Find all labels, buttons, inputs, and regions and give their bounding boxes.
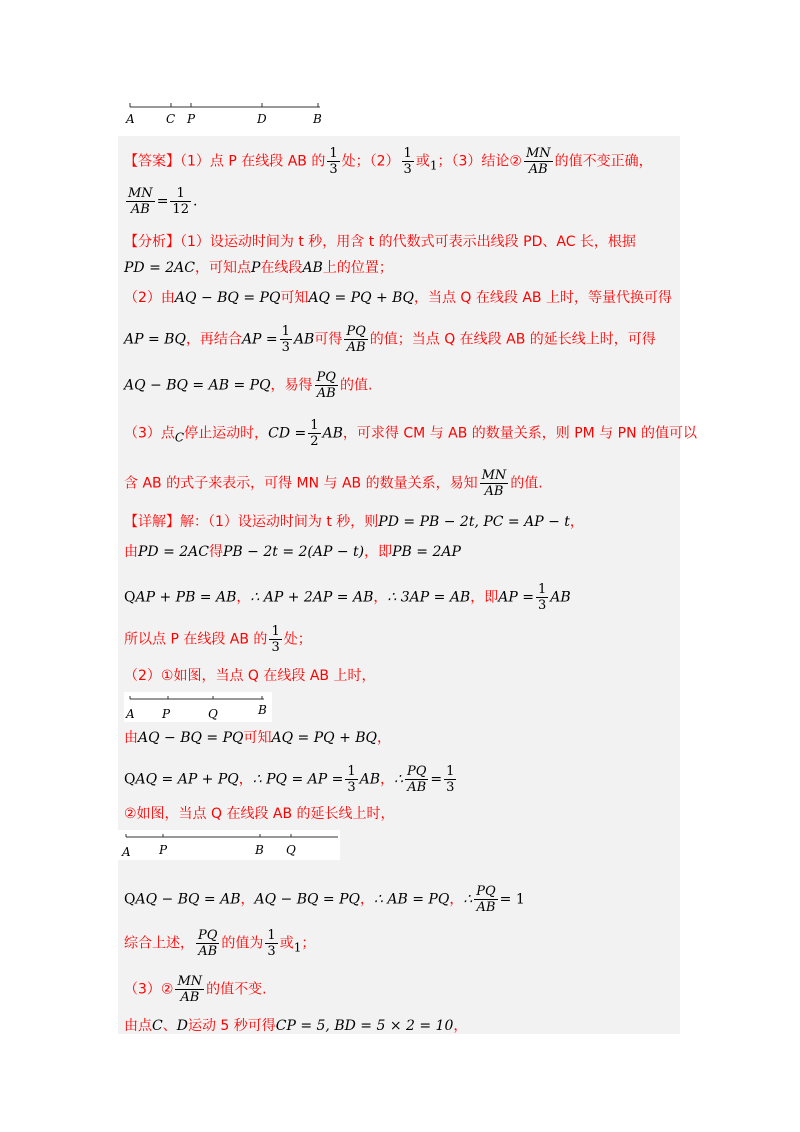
- because-symbol: Q: [124, 589, 136, 606]
- segment-label-q: Q: [208, 707, 218, 721]
- math-expr: AP + PB = AB: [135, 589, 237, 606]
- math-expr: AQ − BQ = AB = PQ: [124, 377, 271, 394]
- analysis-line-4: [124, 324, 656, 355]
- analysis-line-7: [124, 468, 543, 499]
- segment-label-p: P: [187, 112, 196, 126]
- math-expr: AP =: [498, 589, 534, 606]
- answer-tag: 【答案】: [124, 153, 180, 170]
- math-var: C: [174, 430, 185, 445]
- fraction: $\frac{1}{3}$: [329, 146, 338, 177]
- fraction: $\frac{1}{2}$: [310, 418, 319, 449]
- analysis-text: 停止运动时，: [184, 425, 269, 442]
- fraction: $\frac{PQ}{AB}$: [476, 884, 496, 915]
- separator: ，: [238, 771, 253, 788]
- equals: =: [430, 771, 443, 788]
- detail-text: 处；: [283, 631, 312, 648]
- detail-text: ，: [569, 514, 584, 530]
- because-symbol: Q: [124, 771, 136, 788]
- detail-text: 得: [209, 544, 224, 560]
- therefore-symbol: ∴: [394, 771, 403, 788]
- because-symbol: Q: [124, 891, 136, 908]
- analysis-text: ，可求得 CM 与 AB 的数量关系，则 PM 与 PN 的值可以: [342, 425, 697, 442]
- math-expr: = 1: [499, 891, 525, 908]
- detail-text: 可知: [243, 730, 272, 746]
- math-var: AB: [322, 425, 343, 442]
- answer-line-2: [124, 186, 197, 217]
- fraction: $\frac{MN}{AB}$: [177, 974, 203, 1005]
- math-expr: ∴ PQ = AP =: [252, 771, 344, 788]
- equals: =: [156, 193, 169, 210]
- detail-line-4: [124, 624, 312, 655]
- segment-label-b: B: [255, 843, 264, 857]
- fraction: $\frac{1}{3}$: [403, 146, 412, 177]
- period: .: [192, 193, 198, 210]
- math-number: 1: [293, 940, 302, 955]
- detail-text: 的值不变.: [206, 981, 267, 998]
- fraction: $\frac{1}{3}$: [267, 928, 276, 959]
- fraction: $\frac{1}{3}$: [446, 764, 455, 795]
- detail-tag: 【详解】: [124, 514, 180, 530]
- segment-label-d: D: [257, 112, 267, 126]
- segment-label-c: C: [166, 112, 176, 126]
- analysis-text: 的值.: [510, 475, 543, 492]
- fraction: $\frac{PQ}{AB}$: [406, 764, 427, 795]
- detail-text: 即: [484, 589, 499, 606]
- analysis-line-2: [124, 258, 393, 278]
- detail-text: （2）①如图，当点 Q 在线段 AB 上时，: [124, 668, 376, 684]
- analysis-text: ，再结合: [185, 331, 242, 348]
- fraction: $\frac{1}{3}$: [271, 624, 280, 655]
- segment-figure: [118, 830, 340, 860]
- fraction: $\frac{PQ}{AB}$: [316, 370, 336, 401]
- detail-text: 或: [279, 935, 294, 952]
- math-expr: ∴ AP + 2AP = AB: [250, 589, 374, 606]
- detail-line-11: [124, 974, 267, 1005]
- math-var: AB: [302, 260, 323, 276]
- segment-diagram-top: [124, 98, 324, 128]
- analysis-text: ，易得: [270, 377, 313, 394]
- detail-text: 由点: [124, 1018, 152, 1034]
- analysis-text: ，当点 Q 在线段 AB 上时，等量代换可得: [413, 290, 672, 306]
- math-expr: AQ − BQ = PQ: [138, 730, 244, 746]
- math-expr: AQ − BQ = PQ: [174, 290, 281, 306]
- segment-figure: [124, 98, 324, 128]
- analysis-text: 含 AB 的式子来表示，可得 MN 与 AB 的数量关系，易知: [124, 475, 478, 492]
- detail-line-1: [124, 512, 584, 532]
- detail-text: 解：（1）设运动时间为 t 秒，则: [180, 514, 379, 530]
- math-expr: PD = 2AC: [124, 260, 196, 276]
- detail-line-12: [124, 1016, 467, 1036]
- math-expr: PB = 2AP: [392, 544, 461, 560]
- separator: ，: [360, 891, 375, 908]
- math-expr: AQ = AP + PQ: [135, 771, 239, 788]
- analysis-text: 上的位置；: [322, 260, 393, 276]
- answer-or: 或: [415, 153, 430, 170]
- math-var: C: [152, 1018, 163, 1034]
- analysis-text: （2）由: [124, 290, 175, 306]
- math-expr: CP = 5, BD = 5 × 2 = 10: [275, 1018, 454, 1034]
- analysis-text: 可知: [280, 290, 309, 306]
- analysis-text: 的值.: [339, 377, 373, 394]
- analysis-text: 在线段: [260, 260, 303, 276]
- detail-text: 所以点 P 在线段 AB 的: [124, 631, 268, 648]
- detail-text: 由: [124, 544, 138, 560]
- math-var: AB: [550, 589, 571, 606]
- analysis-line-6: [124, 418, 697, 449]
- analysis-text: 可得: [314, 331, 343, 348]
- therefore-symbol: ∴: [463, 891, 473, 908]
- separator: ，: [470, 589, 485, 606]
- answer-one: 1: [429, 158, 438, 173]
- fraction: $\frac{1}{3}$: [281, 324, 290, 355]
- separator: ，: [373, 589, 388, 606]
- segment-label-a: A: [126, 707, 135, 721]
- detail-text: 由: [124, 730, 138, 746]
- math-expr: AQ − BQ = AB: [135, 891, 241, 908]
- math-var: D: [176, 1018, 188, 1034]
- answer-part1: （1）点 P 在线段 AB 的: [180, 153, 326, 170]
- math-expr: AP = BQ: [124, 331, 186, 348]
- analysis-text: 的值；当点 Q 在线段 AB 的延长线上时，可得: [369, 331, 656, 348]
- detail-line-6: [124, 728, 391, 748]
- detail-line-5: [124, 666, 375, 686]
- separator: 、: [162, 1018, 177, 1034]
- math-expr: CD =: [268, 425, 307, 442]
- detail-text: 综合上述，: [124, 935, 194, 952]
- segment-label-b: B: [313, 112, 322, 126]
- math-expr: AQ = PQ + BQ: [308, 290, 414, 306]
- separator: ，: [377, 730, 392, 746]
- segment-label-q: Q: [286, 843, 296, 857]
- analysis-text: （3）点: [124, 425, 175, 442]
- fraction: $\frac{MN}{AB}$: [128, 186, 153, 217]
- math-var: AB: [293, 331, 315, 348]
- detail-line-10: [124, 928, 315, 959]
- segment-label-p: P: [159, 843, 168, 857]
- math-expr: AP =: [241, 331, 278, 348]
- separator: ，: [380, 771, 395, 788]
- math-expr: ∴ AB = PQ: [374, 891, 450, 908]
- analysis-text: （1）设运动时间为 t 秒，用含 t 的代数式可表示出线段 PD、AC 长，根据: [180, 234, 636, 250]
- detail-line-3: [124, 582, 571, 613]
- fraction: $\frac{PQ}{AB}$: [198, 928, 218, 959]
- segment-label-a: A: [122, 845, 131, 859]
- analysis-text: ，可知点: [195, 260, 252, 276]
- fraction: $\frac{1}{3}$: [347, 764, 356, 795]
- math-expr: PB − 2t = 2(AP − t): [223, 544, 365, 560]
- fraction: $\frac{MN}{AB}$: [525, 146, 551, 177]
- fraction: $\frac{PQ}{AB}$: [346, 324, 366, 355]
- answer-part3-end: 的值不变正确，: [554, 153, 653, 170]
- analysis-line-3: [124, 288, 672, 308]
- detail-text: ，即: [364, 544, 393, 560]
- detail-text: ②如图，当点 Q 在线段 AB 的延长线上时，: [124, 806, 395, 822]
- fraction: $\frac{1}{12}$: [172, 186, 189, 217]
- detail-line-7: [124, 764, 458, 795]
- math-var: AB: [359, 771, 381, 788]
- separator: ；: [301, 935, 316, 952]
- separator: ，: [449, 891, 464, 908]
- fraction: $\frac{MN}{AB}$: [481, 468, 507, 499]
- detail-line-9: [124, 884, 525, 915]
- segment-figure: [124, 692, 272, 722]
- detail-text: （3）②: [124, 981, 174, 998]
- math-expr: AQ = PQ + BQ: [271, 730, 378, 746]
- separator: ，: [236, 589, 251, 606]
- answer-part1-end: 处；（2）: [341, 153, 400, 170]
- analysis-line-1: [124, 232, 636, 252]
- detail-text: 运动 5 秒可得: [187, 1018, 276, 1034]
- segment-diagram-q-inside: [124, 692, 272, 722]
- fraction: $\frac{1}{3}$: [537, 582, 547, 613]
- answer-part2-end: ；（3）结论②: [437, 153, 522, 170]
- detail-line-2: [124, 542, 461, 562]
- segment-label-a: A: [126, 112, 135, 126]
- segment-diagram-q-extension: [118, 830, 340, 860]
- math-expr: AQ − BQ = PQ: [254, 891, 361, 908]
- detail-text: 的值为: [221, 935, 264, 952]
- math-expr: ∴ 3AP = AB: [387, 589, 471, 606]
- separator: ，: [240, 891, 255, 908]
- math-expr: PD = PB − 2t, PC = AP − t: [378, 514, 570, 530]
- math-var: P: [251, 260, 261, 276]
- segment-label-b: B: [258, 703, 267, 717]
- answer-line-1: [124, 146, 653, 177]
- detail-line-8: [124, 804, 395, 824]
- separator: ，: [453, 1018, 468, 1034]
- math-expr: PD = 2AC: [138, 544, 210, 560]
- analysis-tag: 【分析】: [124, 234, 180, 250]
- segment-label-p: P: [162, 707, 171, 721]
- analysis-line-5: [124, 370, 372, 401]
